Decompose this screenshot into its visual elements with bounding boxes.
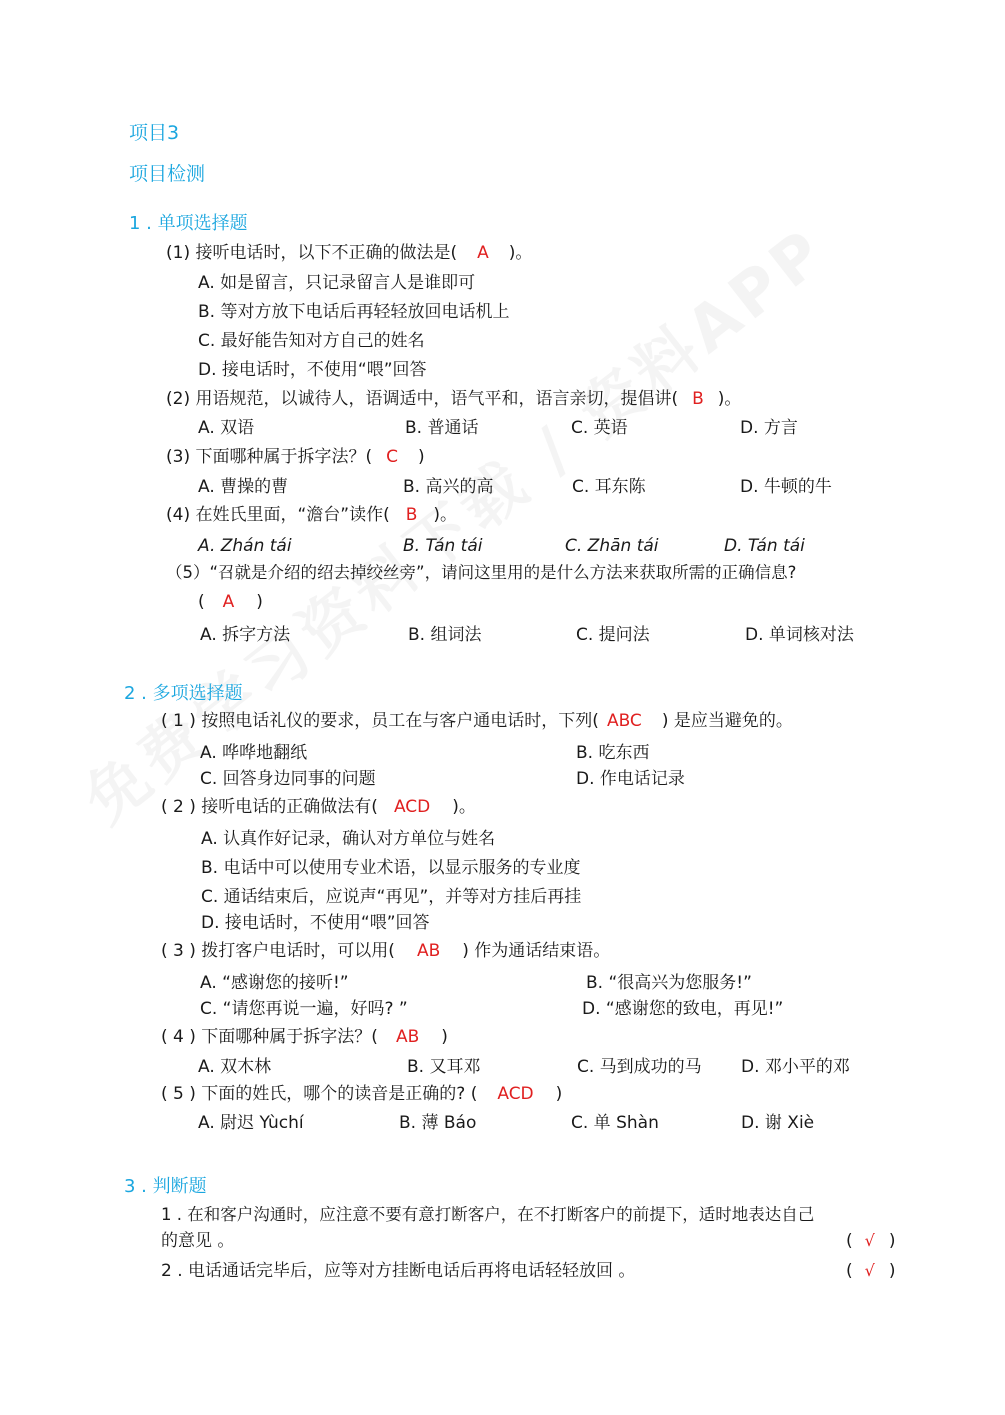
page-subtitle: 项目检测: [129, 163, 206, 185]
option: B. 电话中可以使用专业术语，以显示服务的专业度: [201, 858, 581, 878]
answer: ACD: [393, 797, 431, 817]
judgment-1-line2: 的意见 。: [161, 1231, 235, 1251]
question-stem: (1) 接听电话时，以下不正确的做法是(: [166, 243, 458, 263]
question-1-1: [166, 242, 532, 264]
option: C. “请您再说一遍，好吗? ”: [200, 999, 408, 1019]
option: C. 提问法: [576, 625, 650, 645]
answer-close: ): [888, 1231, 896, 1251]
question-1-2: [166, 388, 741, 410]
option: C. 通话结束后，应说声“再见”，并等对方挂后再挂: [201, 887, 582, 907]
question-end: )。: [717, 389, 742, 409]
option: D. 牛顿的牛: [740, 477, 832, 497]
option: A. 认真作好记录，确认对方单位与姓名: [201, 829, 496, 849]
question-stem: ( 4 ) 下面哪种属于拆字法？(: [161, 1027, 378, 1047]
section-title-multiple-choice: 2 . 多项选择题: [124, 683, 243, 704]
judgment-2: 2 . 电话通话完毕后，应等对方挂断电话后再将电话轻轻放回 。: [161, 1261, 636, 1281]
question-end: )。: [452, 797, 476, 817]
question-stem: (2) 用语规范，以诚待人，语调适中，语气平和，语言亲切，提倡讲(: [166, 389, 679, 409]
question-2-2: [161, 796, 476, 818]
option: C. 回答身边同事的问题: [200, 769, 376, 789]
option: A. 双语: [198, 418, 255, 438]
question-1-5-answer-line: [198, 591, 263, 613]
option: A. “感谢您的接听!”: [200, 973, 349, 993]
section-title-true-false: 3 . 判断题: [124, 1176, 207, 1197]
option: C. Zhān tái: [565, 536, 659, 556]
option: C. 马到成功的马: [577, 1057, 702, 1077]
option: D. 作电话记录: [576, 769, 685, 789]
option: D. 接电话时，不使用“喂”回答: [198, 360, 427, 380]
question-end: ) 是应当避免的。: [661, 711, 793, 731]
option: D. “感谢您的致电，再见!”: [582, 999, 784, 1019]
option: D. 单词核对法: [745, 625, 854, 645]
option: A. 双木林: [198, 1057, 272, 1077]
answer: ABC: [606, 711, 642, 731]
question-end: ): [418, 447, 425, 467]
question-2-5: [161, 1083, 562, 1105]
question-stem: ( 1 ) 按照电话礼仪的要求，员工在与客户通电话时，下列(: [161, 711, 599, 731]
answer: AB: [416, 941, 441, 961]
answer-close: ): [256, 592, 263, 612]
option: B. 等对方放下电话后再轻轻放回电话机上: [198, 302, 510, 322]
question-stem: (4) 在姓氏里面，“澹台”读作(: [166, 505, 390, 525]
question-stem: ( 3 ) 拨打客户电话时，可以用(: [161, 941, 395, 961]
option: C. 耳东陈: [572, 477, 646, 497]
option: D. Tán tái: [724, 536, 805, 556]
answer: AB: [395, 1027, 420, 1047]
option: B. “很高兴为您服务!”: [586, 973, 752, 993]
answer-close: ): [888, 1261, 896, 1281]
question-end: ) 作为通话结束语。: [462, 941, 611, 961]
question-1-5: （5）“召就是介绍的绍去掉绞丝旁”，请问这里用的是什么方法来获取所需的正确信息?: [166, 563, 797, 582]
project-title: 项目3: [129, 122, 180, 144]
question-2-3: [161, 940, 610, 962]
option: A. 哗哗地翻纸: [200, 743, 308, 763]
answer: A: [477, 243, 489, 263]
answer: A: [222, 592, 235, 612]
section-title-single-choice: 1 . 单项选择题: [129, 213, 248, 234]
question-2-1: [161, 710, 793, 732]
option: D. 邓小平的邓: [741, 1057, 850, 1077]
option: A. 拆字方法: [200, 625, 291, 645]
option: A. 曹操的曹: [198, 477, 289, 497]
option: C. 最好能告知对方自己的姓名: [198, 331, 425, 351]
option: B. 普通话: [405, 418, 479, 438]
answer: C: [386, 447, 398, 467]
option: D. 方言: [740, 418, 798, 438]
option: C. 英语: [571, 418, 628, 438]
option: B. 薄 Báo: [399, 1113, 477, 1133]
answer: B: [692, 389, 704, 409]
question-end: )。: [508, 243, 533, 263]
question-stem: ( 5 ) 下面的姓氏，哪个的读音是正确的? (: [161, 1084, 478, 1104]
option: A. 尉迟 Yùchí: [198, 1113, 304, 1133]
option: A. 如是留言，只记录留言人是谁即可: [198, 273, 476, 293]
option: D. 接电话时，不使用“喂”回答: [201, 913, 430, 933]
judgment-2-answer: [846, 1260, 895, 1282]
answer-open: (: [846, 1261, 853, 1281]
question-1-3: [166, 446, 425, 468]
question-1-4: [166, 504, 457, 526]
option: B. Tán tái: [403, 536, 483, 556]
answer-open: (: [846, 1231, 853, 1251]
answer: B: [405, 505, 418, 525]
judgment-1-answer: [846, 1230, 895, 1252]
question-end: ): [555, 1084, 563, 1104]
option: D. 谢 Xiè: [741, 1113, 815, 1133]
option: A. Zhán tái: [198, 536, 292, 556]
check-mark-icon: √: [864, 1231, 875, 1250]
option: B. 组词法: [408, 625, 482, 645]
option: C. 单 Shàn: [571, 1113, 659, 1133]
option: B. 吃东西: [576, 743, 650, 763]
judgment-1-line1: 1 . 在和客户沟通时，应注意不要有意打断客户，在不打断客户的前提下，适时地表达自己: [161, 1205, 815, 1224]
answer-open: (: [198, 592, 205, 612]
question-stem: (3) 下面哪种属于拆字法？(: [166, 447, 373, 467]
option: B. 高兴的高: [403, 477, 494, 497]
question-stem: ( 2 ) 接听电话的正确做法有(: [161, 797, 378, 817]
question-end: ): [441, 1027, 448, 1047]
check-mark-icon: √: [864, 1261, 875, 1280]
option: B. 又耳邓: [407, 1057, 481, 1077]
question-end: )。: [433, 505, 458, 525]
answer: ACD: [497, 1084, 534, 1104]
question-2-4: [161, 1026, 448, 1048]
